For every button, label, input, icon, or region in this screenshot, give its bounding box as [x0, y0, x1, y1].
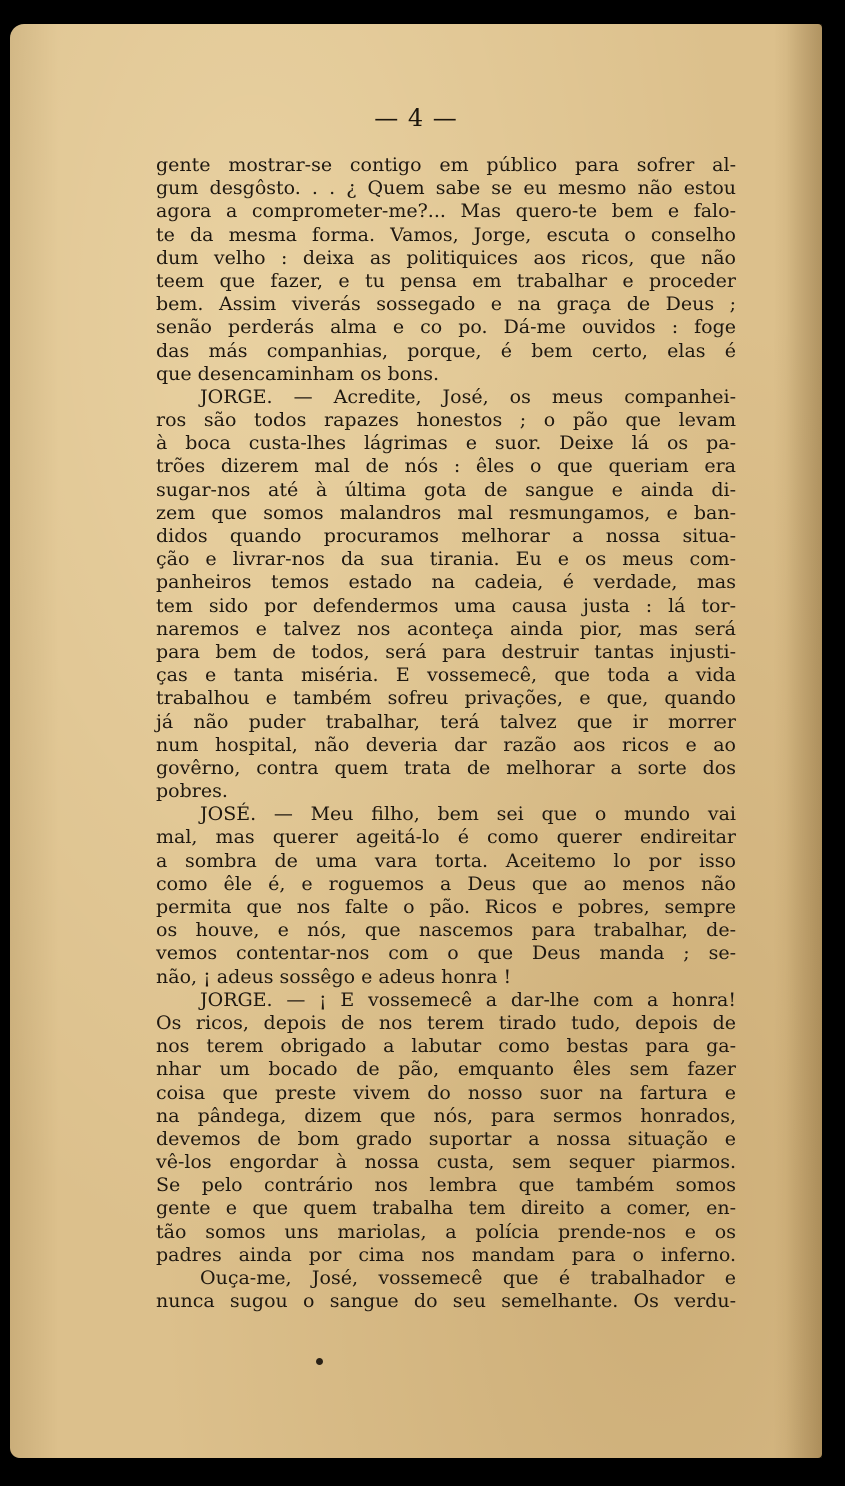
text-line: gente e que quem trabalha tem direito a comer, en-: [156, 1197, 736, 1220]
text-line: vê-los engordar à nossa custa, sem sequer piarmos.: [156, 1151, 736, 1174]
text-line: Os ricos, depois de nos terem tirado tudo, depois de: [156, 1011, 736, 1034]
page-number: — 4 —: [374, 104, 458, 132]
text-line: trabalhou e também sofreu privações, e que, quando: [156, 687, 736, 710]
text-line: govêrno, contra quem trata de melhorar a sorte dos: [156, 756, 736, 779]
text-line: já não puder trabalhar, terá talvez que ir morrer: [156, 710, 736, 733]
text-line: num hospital, não deveria dar razão aos ricos e ao: [156, 733, 736, 756]
text-line: gum desgôsto. . . ¿ Quem sabe se eu mesmo não estou: [156, 177, 736, 200]
text-line: teem que fazer, e tu pensa em trabalhar e proceder: [156, 269, 736, 292]
text-line: os houve, e nós, que nascemos para trabalhar, de-: [156, 919, 736, 942]
text-line: nhar um bocado de pão, emquanto êles sem fazer: [156, 1058, 736, 1081]
text-line: que desencaminham os bons.: [156, 362, 440, 385]
text-line: a sombra de uma vara torta. Aceitemo lo por isso: [156, 849, 736, 872]
text-line: JORGE. — ¡ E vossemecê a dar-lhe com a honra!: [200, 988, 736, 1011]
text-line: Se pelo contrário nos lembra que também somos: [156, 1174, 736, 1197]
text-line: das más companhias, porque, é bem certo, elas é: [156, 339, 736, 362]
text-line: Ouça-me, José, vossemecê que é trabalhador e: [200, 1267, 736, 1289]
text-line: panheiros temos estado na cadeia, é verdade, mas: [156, 571, 736, 594]
text-line: como êle é, e roguemos a Deus que ao menos não: [156, 872, 736, 895]
text-line: JORGE. — Acredite, José, os meus companhei-: [200, 385, 736, 408]
text-line: ros são todos rapazes honestos ; o pão que levam: [156, 409, 736, 432]
text-line: padres ainda por cima nos mandam para o inferno.: [156, 1243, 736, 1266]
text-line: para bem de todos, será para destruir tantas injusti-: [156, 640, 736, 663]
text-line: na pândega, dizem que nós, para sermos honrados,: [156, 1104, 736, 1127]
text-line: devemos de bom grado suportar a nossa situação e: [156, 1127, 736, 1150]
text-line: JOSÉ. — Meu filho, bem sei que o mundo vai: [200, 803, 736, 826]
text-line: nos terem obrigado a labutar como bestas para ga-: [156, 1035, 736, 1058]
text-line: tão somos uns mariolas, a polícia prende-nos e os: [156, 1220, 736, 1243]
text-line: ças e tanta miséria. E vossemecê, que toda a vida: [156, 664, 736, 687]
text-line: senão perderás alma e co po. Dá-me ouvidos : foge: [156, 316, 736, 339]
text-line: coisa que preste vivem do nosso suor na fartura e: [156, 1081, 736, 1104]
text-line: ção e livrar-nos da sua tirania. Eu e os meus com-: [156, 548, 736, 571]
text-line: bem. Assim viverás sossegado e na graça de Deus ;: [156, 293, 736, 316]
text-line: didos quando procuramos melhorar a nossa situa-: [156, 525, 736, 547]
text-line: nunca sugou o sangue do seu semelhante. Os verdu-: [156, 1290, 736, 1313]
text-line: vemos contentar-nos com o que Deus manda ; se-: [156, 942, 736, 965]
text-line: à boca custa-lhes lágrimas e suor. Deixe lá os pa-: [156, 432, 736, 455]
text-line: te da mesma forma. Vamos, Jorge, escuta o conselho: [156, 223, 736, 246]
text-line: dum velho : deixa as politiquices aos ricos, que não: [156, 246, 736, 269]
text-line: naremos e talvez nos aconteça ainda pior, mas será: [156, 617, 736, 640]
text-line: permita que nos falte o pão. Ricos e pobres, sempre: [156, 896, 736, 918]
text-line: gente mostrar-se contigo em público para sofrer al-: [156, 154, 736, 176]
body-text: [156, 154, 736, 1313]
text-line: trões dizerem mal de nós : êles o que queriam era: [156, 455, 736, 478]
text-line: mal, mas querer ageitá-lo é como querer endireitar: [156, 826, 736, 849]
ink-speck: [316, 1358, 323, 1365]
text-line: zem que somos malandros mal resmungamos, e ban-: [156, 501, 736, 524]
text-line: agora a comprometer-me?... Mas quero-te bem e falo-: [156, 200, 736, 223]
text-line: não, ¡ adeus sossêgo e adeus honra !: [156, 965, 512, 988]
text-line: sugar-nos até à última gota de sangue e ainda di-: [156, 478, 736, 501]
page-fold-shadow: [786, 24, 822, 1458]
document-page: [10, 24, 822, 1458]
text-line: tem sido por defendermos uma causa justa : lá tor-: [156, 594, 736, 617]
text-line: pobres.: [156, 780, 228, 803]
